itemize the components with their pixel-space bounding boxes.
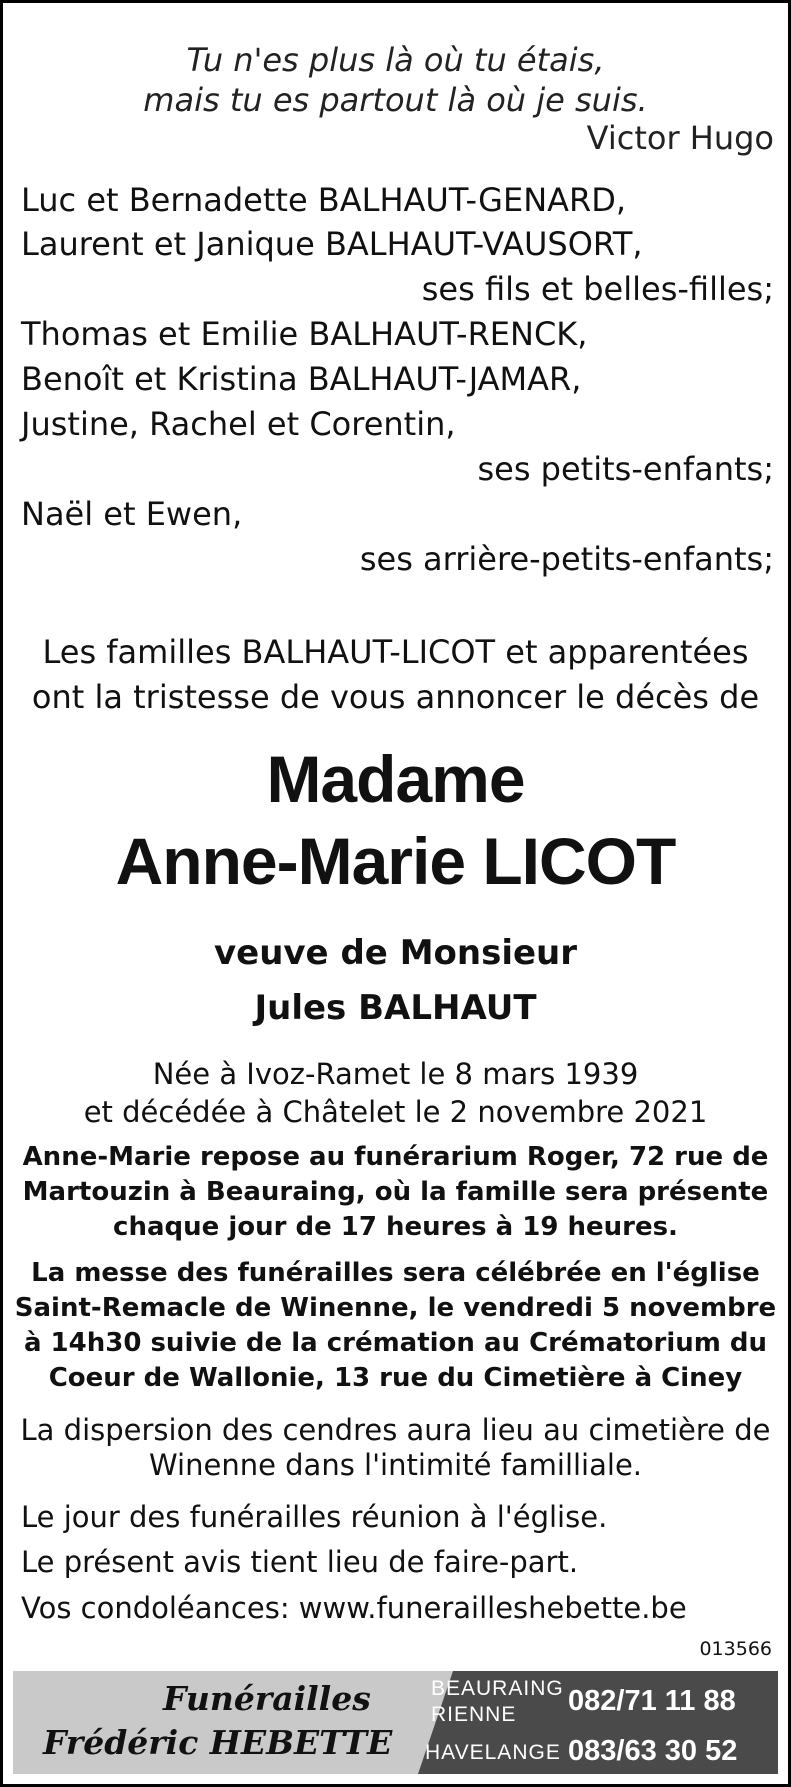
announce-line-1: Les familles BALHAUT-LICOT et apparentées [42, 633, 749, 671]
widow-line-2: Jules BALHAUT [254, 988, 537, 1028]
relation-label: ses arrière-petits-enfants; [359, 540, 774, 578]
family-line: Luc et Bernadette BALHAUT-GENARD, [21, 181, 627, 219]
condolences-line: Vos condoléances: www.funerailleshebette.be [21, 1591, 687, 1625]
widow-line-1: veuve de Monsieur [213, 933, 578, 973]
relation-label: ses fils et belles-filles; [421, 270, 774, 308]
family-line: Naël et Ewen, [21, 495, 243, 533]
repose-paragraph: Anne-Marie repose au funérarium Roger, 72 rue de Martouzin à Beauraing, où la famille sera présente chaque jour de 17 heures à 19 heures. [22, 1142, 769, 1242]
location-beauraing: BEAURAING [431, 1677, 564, 1700]
birth-line: Née à Ivoz-Ramet le 8 mars 1939 [152, 1057, 639, 1091]
death-line: et décédée à Châtelet le 2 novembre 2021 [83, 1095, 708, 1129]
location-havelange: HAVELANGE [425, 1741, 561, 1764]
family-line: Benoît et Kristina BALHAUT-JAMAR, [21, 360, 582, 398]
funeral-home-name-line-1: Funérailles [163, 1679, 371, 1718]
faire-part-line: Le présent avis tient lieu de faire-part. [21, 1545, 579, 1579]
funeral-home-name-line-2: Frédéric HEBETTE [43, 1723, 393, 1762]
quote-line-1: Tu n'es plus là où tu étais, [186, 41, 605, 79]
family-line: Laurent et Janique BALHAUT-VAUSORT, [21, 225, 643, 263]
reunion-line: Le jour des funérailles réunion à l'église. [21, 1500, 608, 1534]
phone-beauraing: 082/71 11 88 [568, 1685, 736, 1717]
quote-line-2: mais tu es partout là où je suis. [143, 81, 648, 119]
family-line: Justine, Rachel et Corentin, [21, 405, 456, 443]
quote-author: Victor Hugo [586, 119, 774, 157]
deceased-title: Madame [266, 742, 525, 816]
family-line: Thomas et Emilie BALHAUT-RENCK, [21, 315, 588, 353]
relation-label: ses petits-enfants; [477, 450, 774, 488]
mass-paragraph: La messe des funérailles sera célébrée en l'église Saint-Remacle de Winenne, le vendredi 5 novembre à 14h30 suivie de la crémation au Crématorium du Coeur de Wallonie, 13 rue du Cimetière à Ciney [14, 1258, 777, 1393]
funeral-home-banner [13, 1671, 778, 1774]
reference-number: 013566 [699, 1638, 772, 1660]
ashes-paragraph: La dispersion des cendres aura lieu au cimetière de Winenne dans l'intimité familliale. [20, 1413, 771, 1482]
announce-line-2: ont la tristesse de vous annoncer le décès de [31, 678, 760, 716]
deceased-name: Anne-Marie LICOT [115, 824, 676, 898]
phone-havelange: 083/63 30 52 [568, 1735, 738, 1767]
location-rienne: RIENNE [431, 1703, 517, 1726]
